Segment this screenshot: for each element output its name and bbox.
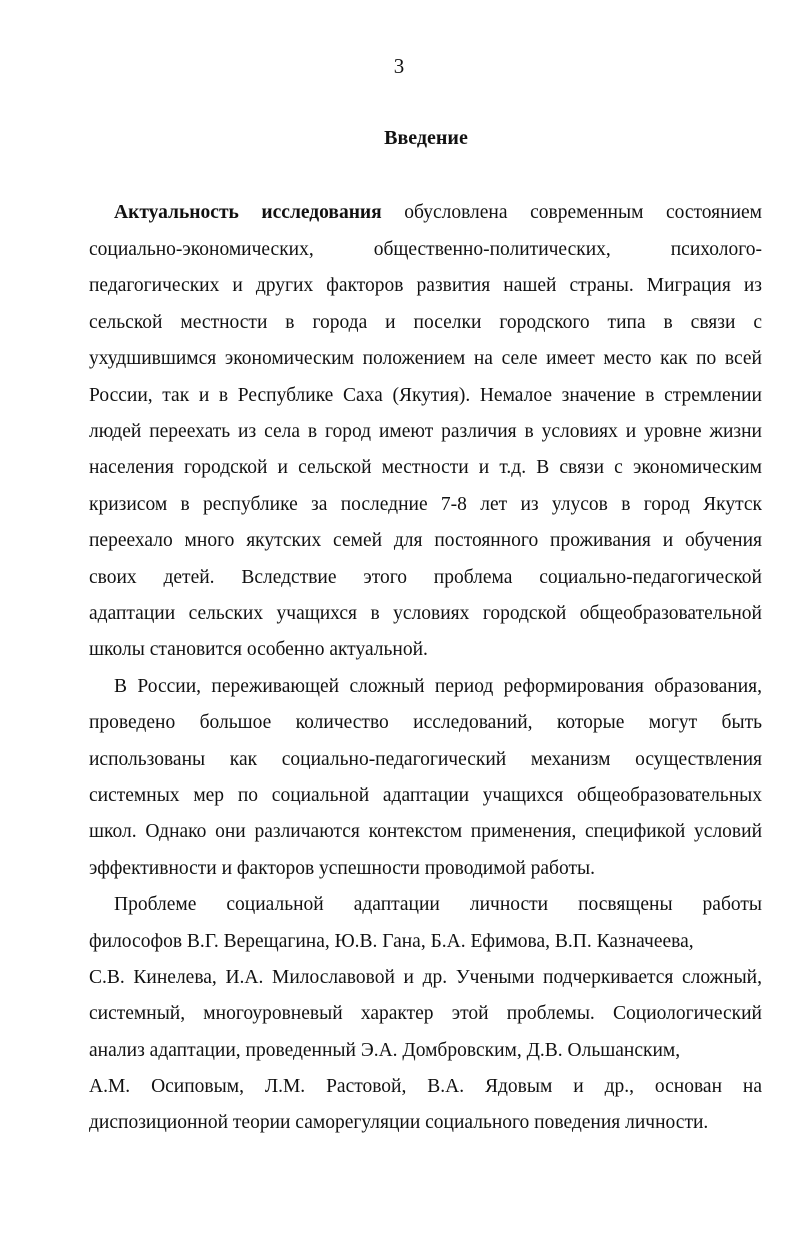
paragraph-3-line-3: С.В. Кинелева, И.А. Милославовой и др. Учеными подчеркивается сложный, [89,967,762,988]
paragraph-1-line-3: педагогических и других факторов развития нашей страны. Миграция из [89,275,762,296]
paragraph-3-line-7: диспозиционной теории саморегуляции социального поведения личности. [89,1112,709,1133]
page-number: 3 [393,54,405,78]
paragraph-1-line-11: своих детей. Вследствие этого проблема социально-педагогической [89,567,762,588]
paragraph-2-line-5: школ. Однако они различаются контекстом применения, спецификой условий [89,821,762,842]
paragraph-3-line-1: Проблеме социальной адаптации личности посвящены работы [114,894,762,915]
paragraph-1-line-4: сельской местности в города и поселки городского типа в связи с [89,312,762,333]
paragraph-2-line-4: системных мер по социальной адаптации учащихся общеобразовательных [89,785,762,806]
paragraph-1-line-13: школы становится особенно актуальной. [89,639,428,660]
line-text: обусловлена современным состоянием [381,202,762,223]
section-heading: Введение [384,127,468,149]
paragraph-3-line-4: системный, многоуровневый характер этой проблемы. Социологический [89,1003,762,1024]
paragraph-1-line-7: людей переехать из села в город имеют различия в условиях и уровне жизни [89,421,762,442]
paragraph-1-line-8: населения городской и сельской местности и т.д. В связи с экономическим [89,457,762,478]
paragraph-3-line-2: философов В.Г. Верещагина, Ю.В. Гана, Б.А. Ефимова, В.П. Казначеева, [89,931,694,952]
paragraph-1-line-12: адаптации сельских учащихся в условиях городской общеобразовательной [89,603,762,624]
paragraph-3-line-6: А.М. Осиповым, Л.М. Растовой, В.А. Ядовым и др., основан на [89,1076,762,1097]
paragraph-1-line-9: кризисом в республике за последние 7-8 лет из улусов в город Якутск [89,494,762,515]
paragraph-2-line-1: В России, переживающей сложный период реформирования образования, [114,676,762,697]
lead-bold-text: Актуальность исследования [114,202,382,223]
paragraph-2-line-6: эффективности и факторов успешности проводимой работы. [89,858,595,879]
paragraph-1-line-5: ухудшившимся экономическим положением на селе имеет место как по всей [89,348,762,369]
paragraph-1-line-2: социально-экономических, общественно-политических, психолого- [89,239,762,260]
paragraph-2-line-3: использованы как социально-педагогический механизм осуществления [89,749,762,770]
paragraph-1-line-1 [89,201,762,225]
paragraph-3-line-5: анализ адаптации, проведенный Э.А. Домбровским, Д.В. Ольшанским, [89,1040,681,1061]
paragraph-1-line-6: России, так и в Республике Саха (Якутия). Немалое значение в стремлении [89,385,762,406]
paragraph-1-line-10: переехало много якутских семей для постоянного проживания и обучения [89,530,762,551]
paragraph-2-line-2: проведено большое количество исследований, которые могут быть [89,712,762,733]
